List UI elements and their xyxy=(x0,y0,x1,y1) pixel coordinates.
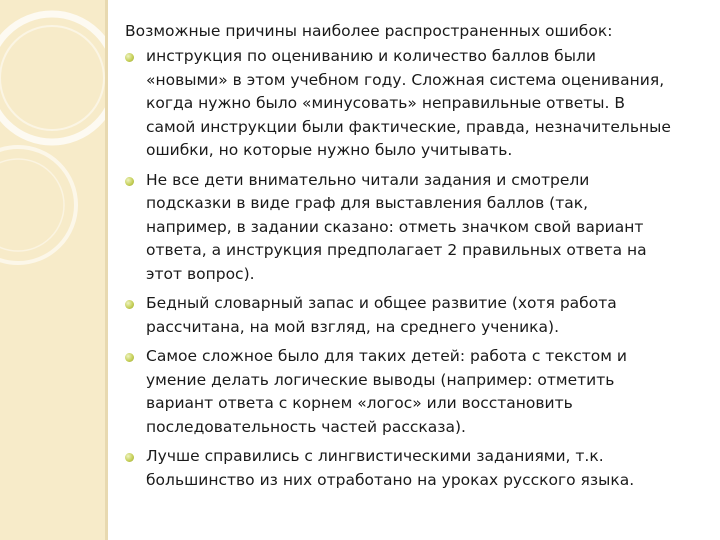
slide-content xyxy=(125,20,700,498)
bullet-text-line: инструкция по оцениванию и количество баллов были xyxy=(146,47,596,65)
bullet-text-line: большинство из них отработано на уроках русского языка. xyxy=(146,470,635,489)
bullet-item xyxy=(125,169,700,287)
bullet-text-line: Самое сложное было для таких детей: работа с текстом и xyxy=(146,347,627,365)
bullet-dot-icon xyxy=(125,53,134,62)
bullet-text-line: Бедный словарный запас и общее развитие (хотя работа xyxy=(146,294,617,312)
bullet-text-line: Не все дети внимательно читали задания и смотрели xyxy=(146,170,590,189)
bullet-dot-icon xyxy=(125,177,134,186)
bullet-text-line: этот вопрос). xyxy=(146,264,255,283)
bullet-text-line: умение делать логические выводы (например: отметить xyxy=(146,370,615,389)
bullet-dot-icon xyxy=(125,453,134,462)
bullet-item xyxy=(125,345,700,439)
bullet-item xyxy=(125,445,700,492)
bullet-text-line: ошибки, но которые нужно было учитывать. xyxy=(146,141,513,159)
ring-decoration xyxy=(0,0,105,540)
bullet-item xyxy=(125,292,700,339)
decorative-sidebar xyxy=(0,0,105,540)
bullet-text-line: самой инструкции были фактические, правда, незначительные xyxy=(146,117,671,136)
bullet-dot-icon xyxy=(125,353,134,362)
sidebar-edge xyxy=(105,0,108,540)
bullet-text-line: последовательность частей рассказа). xyxy=(146,417,466,436)
bullet-text-line: «новыми» в этом учебном году. Сложная система оценивания, xyxy=(146,70,665,89)
bullet-text-line: когда нужно было «минусовать» неправильные ответы. В xyxy=(146,94,625,112)
bullet-text-line: подсказки в виде граф для выставления баллов (так, xyxy=(146,194,589,212)
slide-heading: Возможные причины наиболее распространенных ошибок: xyxy=(125,22,613,40)
bullet-text-line: рассчитана, на мой взгляд, на среднего ученика). xyxy=(146,317,559,336)
bullet-text-line: Лучше справились с лингвистическими заданиями, т.к. xyxy=(146,447,604,465)
bullet-dot-icon xyxy=(125,300,134,309)
bullet-text-line: например, в задании сказано: отметь значком свой вариант xyxy=(146,217,644,236)
bullet-item xyxy=(125,45,700,163)
bullet-text-line: вариант ответа с корнем «логос» или восстановить xyxy=(146,394,573,412)
bullet-text-line: ответа, а инструкция предполагает 2 правильных ответа на xyxy=(146,241,647,259)
bullet-list xyxy=(125,45,700,492)
